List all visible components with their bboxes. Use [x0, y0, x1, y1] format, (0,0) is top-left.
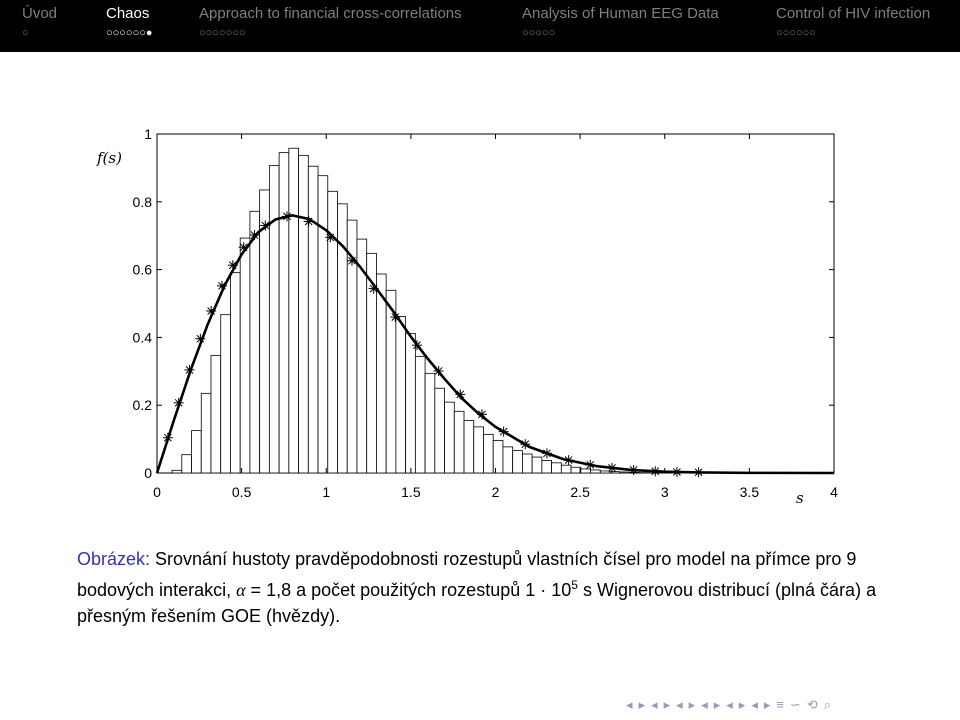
goe-star: [206, 306, 216, 316]
histogram-bar: [279, 153, 289, 473]
histogram-bar: [464, 420, 474, 473]
frame-dots[interactable]: ○: [22, 27, 29, 39]
histogram-bar: [493, 440, 503, 473]
histogram-bar: [620, 472, 630, 473]
histogram-bar: [561, 465, 571, 473]
frame-dots[interactable]: ○○○○○○●: [106, 27, 153, 39]
goe-star: [304, 216, 314, 226]
nav-icon[interactable]: ▸: [763, 697, 771, 712]
histogram-bar: [454, 411, 464, 473]
x-tick-label: 2: [491, 484, 500, 500]
histogram-bar: [211, 355, 221, 473]
goe-star: [607, 463, 617, 473]
caption-text-3: s Wignerovou distribucí (plná čára) a přesným řešením GOE (hvězdy).: [77, 580, 877, 626]
goe-star: [369, 284, 379, 294]
histogram-bar: [260, 190, 270, 473]
caption-alpha: α: [236, 580, 246, 600]
nav-icon[interactable]: ▸: [738, 697, 746, 712]
section-link[interactable]: Chaos: [106, 5, 150, 22]
goe-star: [217, 281, 227, 291]
histogram-bar: [591, 470, 601, 473]
x-tick-label: 1.5: [401, 484, 421, 500]
histogram-bar: [172, 470, 182, 473]
histogram-bar: [522, 454, 532, 473]
y-axis-label: f(s): [97, 149, 122, 167]
goe-star: [585, 460, 595, 470]
goe-star: [564, 455, 574, 465]
histogram-bar: [581, 469, 591, 473]
goe-star: [672, 467, 682, 477]
goe-star: [455, 389, 465, 399]
y-tick-label: 1: [144, 126, 152, 142]
histogram-bar: [318, 176, 328, 473]
x-tick-label: 0: [153, 484, 161, 500]
histogram-bar: [513, 451, 523, 473]
section-link[interactable]: Control of HIV infection: [776, 5, 931, 22]
x-tick-label: 3: [660, 484, 669, 500]
nav-icon[interactable]: ◂: [626, 697, 633, 712]
y-tick-label: 0.2: [132, 397, 152, 414]
beamer-navigation-controls: [626, 697, 837, 713]
histogram-bar: [396, 316, 406, 473]
histogram-bar: [406, 333, 416, 473]
caption-eq: =: [245, 580, 267, 600]
histogram-bar: [182, 455, 192, 473]
caption-exponent: 5: [571, 578, 578, 592]
histogram-bar: [289, 148, 299, 473]
histogram-bar: [201, 393, 211, 473]
nav-icon[interactable]: ⟲: [806, 697, 818, 712]
histogram-bar: [503, 447, 513, 473]
goe-star: [347, 256, 357, 266]
nav-icon[interactable]: ◂: [676, 697, 683, 712]
figure-caption: [77, 546, 897, 629]
goe-star: [239, 242, 249, 252]
goe-star: [282, 211, 292, 221]
histogram-bar: [483, 434, 493, 473]
nav-icon[interactable]: ▸: [713, 697, 721, 712]
nav-icon[interactable]: ≡: [776, 697, 784, 712]
goe-star: [163, 433, 173, 443]
caption-text-2: 1,8 a počet použitých rozestupů 1 · 10: [266, 580, 572, 600]
goe-star: [195, 334, 205, 344]
histogram-bar: [474, 427, 484, 473]
histogram-bar: [376, 274, 386, 473]
nav-icon[interactable]: ◂: [701, 697, 708, 712]
nav-icon[interactable]: ▸: [638, 697, 646, 712]
y-tick-label: 0: [144, 465, 152, 481]
goe-star: [542, 448, 552, 458]
histogram-bar: [542, 460, 552, 473]
caption-text-1: Srovnání hustoty pravděpodobnosti rozestupů vlastních čísel pro model na přímce pro 9 bodových interakci,: [77, 549, 857, 600]
histogram-bar: [308, 166, 318, 473]
frame-dots[interactable]: ○○○○○○: [776, 27, 816, 39]
goe-star: [228, 260, 238, 270]
histogram-bar: [250, 211, 260, 473]
y-tick-label: 0.8: [132, 193, 152, 210]
x-tick-label: 4: [830, 484, 838, 500]
goe-star: [249, 230, 259, 240]
histogram-bar: [192, 431, 202, 473]
goe-star: [650, 466, 660, 476]
goe-star: [390, 312, 400, 322]
goe-star: [629, 465, 639, 475]
frame-dots[interactable]: ○○○○○○○: [199, 27, 246, 39]
histogram-bar: [425, 373, 435, 473]
frame-dots[interactable]: ○○○○○: [522, 27, 556, 39]
histogram-bar: [445, 402, 455, 473]
goe-star: [434, 366, 444, 376]
histogram-bar: [552, 463, 562, 473]
nav-icon[interactable]: ◂: [651, 697, 658, 712]
histogram-bar: [415, 356, 425, 473]
histogram-bar: [230, 273, 240, 473]
goe-star: [184, 365, 194, 375]
goe-star: [412, 340, 422, 350]
histogram-bar: [221, 315, 231, 473]
goe-star: [499, 427, 509, 437]
goe-star: [325, 232, 335, 242]
goe-star: [477, 409, 487, 419]
histogram-bar: [532, 457, 542, 473]
nav-icon[interactable]: ⌕: [823, 697, 832, 712]
histogram-bar: [435, 388, 445, 473]
histogram-bar: [299, 155, 309, 473]
nav-icon[interactable]: ◂: [726, 697, 733, 712]
section-link[interactable]: Úvod: [22, 5, 58, 22]
section-link[interactable]: Approach to financial cross-correlations: [199, 5, 462, 22]
histogram-bar: [269, 166, 279, 473]
nav-icon[interactable]: ▸: [663, 697, 671, 712]
x-tick-label: 0.5: [231, 484, 252, 500]
goe-star: [520, 439, 530, 449]
x-tick-label: 3.5: [739, 484, 760, 500]
histogram-bar: [571, 467, 581, 473]
section-link[interactable]: Analysis of Human EEG Data: [522, 5, 719, 22]
x-tick-label: 2.5: [570, 484, 590, 500]
caption-label: Obrázek:: [77, 549, 151, 569]
y-tick-label: 0.4: [132, 329, 152, 346]
x-axis-label: s: [796, 489, 804, 507]
nav-icon[interactable]: ∽: [789, 697, 801, 712]
y-tick-label: 0.6: [132, 261, 152, 278]
goe-star: [694, 467, 704, 477]
nav-icon[interactable]: ▸: [688, 697, 696, 712]
nav-icon[interactable]: ◂: [751, 697, 758, 712]
x-tick-label: 1: [322, 484, 331, 500]
histogram-bar: [240, 238, 250, 473]
goe-star: [260, 221, 270, 231]
goe-star: [174, 398, 184, 408]
